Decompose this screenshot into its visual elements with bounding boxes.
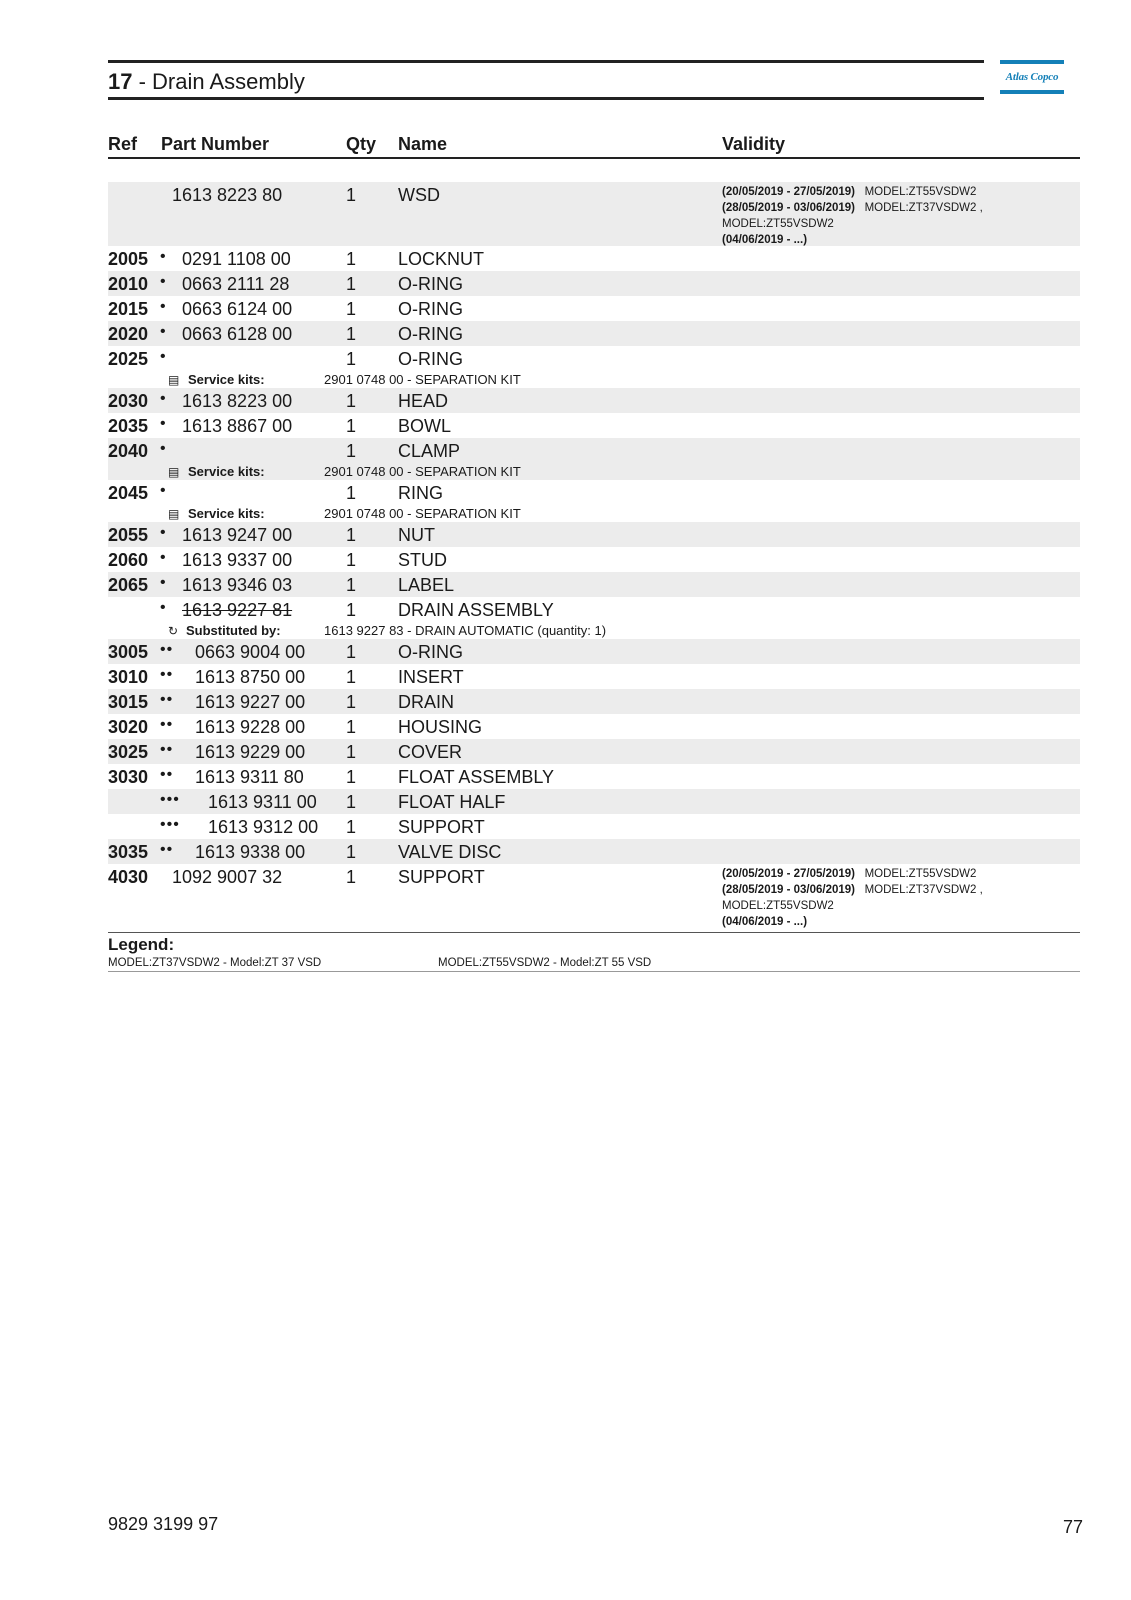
qty: 1: [346, 667, 357, 687]
qty: 1: [346, 299, 357, 319]
service-kit-row: [108, 505, 1080, 522]
part-number: 1613 9312 00: [208, 817, 319, 837]
part-name: HOUSING: [398, 717, 483, 737]
col-part-number: Part Number: [161, 134, 270, 154]
part-name: SUPPORT: [398, 867, 485, 887]
part-number: 1613 9337 00: [182, 550, 293, 570]
validity-model: MODEL:ZT37VSDW2 ,: [864, 202, 983, 214]
col-ref: Ref: [108, 134, 138, 154]
qty: 1: [346, 642, 357, 662]
ref: 3020: [108, 717, 149, 737]
part-name: CLAMP: [398, 441, 461, 461]
validity-model: MODEL:ZT55VSDW2: [722, 900, 834, 912]
part-name: FLOAT HALF: [398, 792, 506, 812]
part-number: 0663 6124 00: [182, 299, 293, 319]
page-header: [108, 60, 984, 100]
table-row: [108, 689, 1080, 714]
ref: 2060: [108, 550, 149, 570]
part-name: O-RING: [398, 274, 463, 294]
table-row: [108, 764, 1080, 789]
level-dots: •: [160, 415, 167, 432]
table-row: [108, 346, 1080, 371]
part-name: NUT: [398, 525, 435, 545]
part-name: LOCKNUT: [398, 249, 485, 269]
part-name: VALVE DISC: [398, 842, 502, 862]
toolbox-icon: ▤: [168, 373, 180, 387]
part-number: 1613 9311 00: [208, 792, 317, 812]
qty: 1: [346, 550, 357, 570]
level-dots: •: [160, 348, 167, 365]
ref: 2040: [108, 441, 149, 461]
validity-dates: (04/06/2019 - ...): [722, 916, 808, 928]
ref: 2035: [108, 416, 149, 436]
table-row: [108, 572, 1080, 597]
part-name: O-RING: [398, 324, 463, 344]
legend-item: MODEL:ZT37VSDW2 - Model:ZT 37 VSD: [108, 957, 322, 969]
table-row: [108, 271, 1080, 296]
qty: 1: [346, 692, 357, 712]
table-row: [108, 182, 1080, 246]
table-row: [108, 639, 1080, 664]
atlas-copco-logo: [1000, 60, 1064, 94]
section-number: 17: [108, 69, 133, 94]
part-name: HEAD: [398, 391, 449, 411]
qty: 1: [346, 349, 357, 369]
part-name: O-RING: [398, 642, 463, 662]
level-dots: •: [160, 549, 167, 566]
part-name: FLOAT ASSEMBLY: [398, 767, 555, 787]
level-dots: ••: [160, 691, 174, 708]
ref: 2015: [108, 299, 149, 319]
table-row: [108, 739, 1080, 764]
part-name: O-RING: [398, 349, 463, 369]
qty: 1: [346, 792, 357, 812]
parts-table: [108, 182, 1080, 928]
part-number: 1613 8750 00: [195, 667, 306, 687]
legend-title: Legend:: [108, 935, 175, 954]
level-dots: •: [160, 248, 167, 265]
qty: 1: [346, 525, 357, 545]
validity-block: [722, 184, 983, 248]
part-number: 0663 6128 00: [182, 324, 293, 344]
ref: 2005: [108, 249, 149, 269]
qty: 1: [346, 767, 357, 787]
qty: 1: [346, 391, 357, 411]
part-number: 1613 8867 00: [182, 416, 293, 436]
ref: 2030: [108, 391, 149, 411]
level-dots: •: [160, 323, 167, 340]
qty: 1: [346, 483, 357, 503]
ref: 3035: [108, 842, 149, 862]
validity-model: MODEL:ZT55VSDW2: [864, 868, 977, 880]
legend: [108, 932, 1080, 972]
qty: 1: [346, 274, 357, 294]
service-kit-label: Service kits:: [188, 506, 265, 521]
legend-item: MODEL:ZT55VSDW2 - Model:ZT 55 VSD: [438, 957, 652, 969]
table-row: [108, 321, 1080, 346]
part-number: 0663 9004 00: [195, 642, 306, 662]
part-name: STUD: [398, 550, 447, 570]
part-name: O-RING: [398, 299, 463, 319]
validity-dates: (28/05/2019 - 03/06/2019): [722, 884, 855, 896]
service-kit-row: [108, 371, 1080, 388]
level-dots: •: [160, 390, 167, 407]
service-kit-value: 2901 0748 00 - SEPARATION KIT: [324, 506, 521, 521]
level-dots: •: [160, 599, 167, 616]
ref: 3030: [108, 767, 149, 787]
qty: 1: [346, 416, 357, 436]
document-number: 9829 3199 97: [108, 1514, 219, 1534]
ref: 3010: [108, 667, 149, 687]
level-dots: •: [160, 298, 167, 315]
substituted-value: 1613 9227 83 - DRAIN AUTOMATIC (quantity: 1): [324, 623, 607, 638]
part-name: INSERT: [398, 667, 464, 687]
table-row: [108, 714, 1080, 739]
part-name: DRAIN ASSEMBLY: [398, 600, 554, 620]
qty: 1: [346, 817, 357, 837]
part-number: 1613 9338 00: [195, 842, 306, 862]
part-number: 0291 1108 00: [182, 249, 291, 269]
toolbox-icon: ▤: [168, 465, 180, 479]
validity-dates: (20/05/2019 - 27/05/2019): [722, 868, 855, 880]
service-kit-value: 2901 0748 00 - SEPARATION KIT: [324, 464, 521, 479]
service-kit-row: [108, 463, 1080, 480]
part-number: 1613 9311 80: [195, 767, 304, 787]
table-row: [108, 789, 1080, 814]
validity-model: MODEL:ZT55VSDW2: [722, 218, 834, 230]
part-number: 1613 9229 00: [195, 742, 306, 762]
level-dots: ••: [160, 641, 174, 658]
substituted-row: [108, 622, 1080, 639]
logo-text: Atlas Copco: [1005, 71, 1059, 83]
table-row: [108, 296, 1080, 321]
column-header: [108, 132, 1080, 159]
validity-dates: (04/06/2019 - ...): [722, 234, 808, 246]
ref: 2045: [108, 483, 149, 503]
level-dots: •: [160, 482, 167, 499]
service-kit-label: Service kits:: [188, 464, 265, 479]
page-number: 77: [1062, 1517, 1083, 1537]
refresh-icon: ↻: [168, 624, 179, 638]
validity-block: [722, 866, 983, 930]
table-row: [108, 814, 1080, 839]
part-number: 1613 9227 00: [195, 692, 306, 712]
table-row: [108, 388, 1080, 413]
level-dots: ••: [160, 666, 174, 683]
part-number-superseded: 1613 9227 81: [182, 600, 293, 620]
part-number: 1613 8223 00: [182, 391, 293, 411]
ref: 3025: [108, 742, 149, 762]
level-dots: ••: [160, 716, 174, 733]
qty: 1: [346, 867, 357, 887]
qty: 1: [346, 324, 357, 344]
qty: 1: [346, 717, 357, 737]
qty: 1: [346, 441, 357, 461]
level-dots: •: [160, 273, 167, 290]
part-name: WSD: [398, 185, 440, 205]
level-dots: ••: [160, 841, 174, 858]
qty: 1: [346, 742, 357, 762]
level-dots: •: [160, 574, 167, 591]
ref: 2025: [108, 349, 149, 369]
level-dots: •: [160, 440, 167, 457]
table-row: [108, 413, 1080, 438]
part-name: COVER: [398, 742, 463, 762]
part-name: LABEL: [398, 575, 455, 595]
level-dots: •••: [160, 791, 180, 808]
ref: 2010: [108, 274, 149, 294]
ref: 4030: [108, 867, 149, 887]
qty: 1: [346, 249, 357, 269]
level-dots: ••: [160, 741, 174, 758]
ref: 3015: [108, 692, 149, 712]
validity-model: MODEL:ZT37VSDW2 ,: [864, 884, 983, 896]
part-name: SUPPORT: [398, 817, 485, 837]
ref: 3005: [108, 642, 149, 662]
part-number: 1613 9228 00: [195, 717, 306, 737]
validity-dates: (20/05/2019 - 27/05/2019): [722, 186, 855, 198]
table-row: [108, 839, 1080, 864]
part-number: 1613 9247 00: [182, 525, 293, 545]
part-number: 1092 9007 32: [172, 867, 283, 887]
part-number: 1613 9346 03: [182, 575, 293, 595]
table-row: [108, 438, 1080, 463]
substituted-label: Substituted by:: [186, 623, 281, 638]
part-name: DRAIN: [398, 692, 455, 712]
table-row: [108, 597, 1080, 622]
part-number: 0663 2111 28: [182, 274, 290, 294]
table-row: [108, 246, 1080, 271]
part-name: RING: [398, 483, 443, 503]
level-dots: •: [160, 524, 167, 541]
section-title: - Drain Assembly: [132, 69, 305, 94]
table-row: [108, 864, 1080, 928]
toolbox-icon: ▤: [168, 507, 180, 521]
table-row: [108, 664, 1080, 689]
page-title: [108, 69, 305, 95]
table-row: [108, 522, 1080, 547]
level-dots: •••: [160, 816, 180, 833]
validity-model: MODEL:ZT55VSDW2: [864, 186, 977, 198]
service-kit-label: Service kits:: [188, 372, 265, 387]
qty: 1: [346, 842, 357, 862]
qty: 1: [346, 575, 357, 595]
service-kit-value: 2901 0748 00 - SEPARATION KIT: [324, 372, 521, 387]
ref: 2055: [108, 525, 149, 545]
col-name: Name: [398, 134, 448, 154]
col-qty: Qty: [346, 134, 377, 154]
qty: 1: [346, 185, 357, 205]
ref: 2020: [108, 324, 149, 344]
ref: 2065: [108, 575, 149, 595]
part-name: BOWL: [398, 416, 452, 436]
part-number: 1613 8223 80: [172, 185, 283, 205]
level-dots: ••: [160, 766, 174, 783]
table-row: [108, 480, 1080, 505]
col-validity: Validity: [722, 134, 786, 154]
validity-dates: (28/05/2019 - 03/06/2019): [722, 202, 855, 214]
qty: 1: [346, 600, 357, 620]
table-row: [108, 547, 1080, 572]
